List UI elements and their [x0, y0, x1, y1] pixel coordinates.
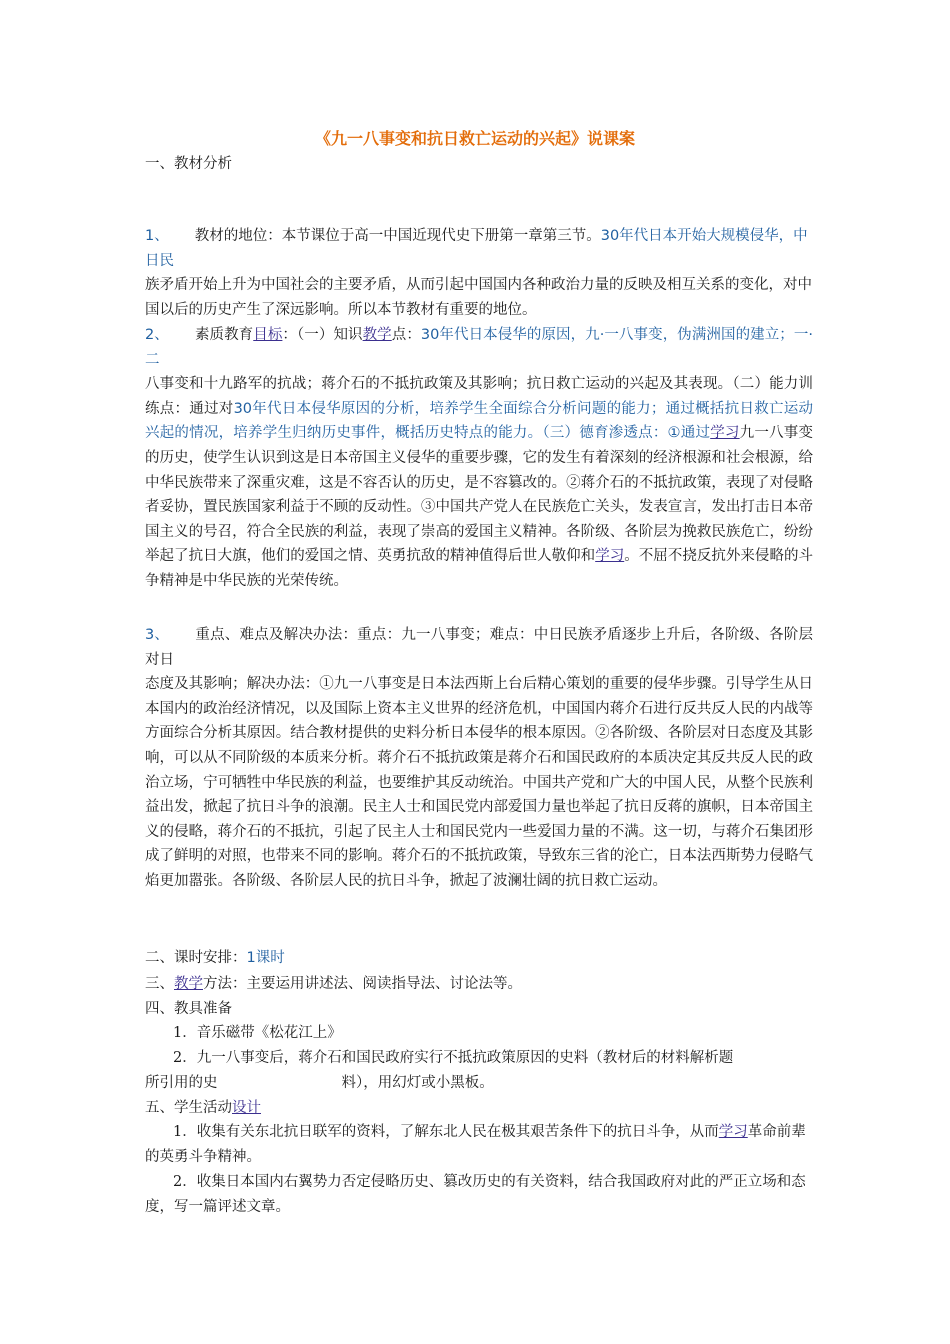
document-title: 《九一八事变和抗日救亡运动的兴起》说课案: [314, 129, 635, 148]
link-study-2[interactable]: 学习: [595, 548, 625, 565]
section-heading-1: 一、教材分析: [145, 156, 232, 172]
paragraph-3-number: 3、: [145, 627, 170, 643]
paragraph-2: [145, 323, 813, 594]
section-2-value: 1课时: [246, 950, 285, 966]
paragraph-2-text-c: 点：: [391, 327, 421, 343]
list-item-4-2-text-c: 料），用幻灯或小黑板。: [341, 1075, 494, 1091]
paragraph-1: [145, 224, 813, 322]
section-2-label: 二、课时安排：: [145, 950, 247, 966]
link-design[interactable]: 设计: [232, 1100, 261, 1116]
paragraph-2-text-f: 30年代日本侵华原因的分析，培养学生全面综合分析问题的能力；通过概括抗日救亡运动兴起的情况，培养学生归纳历史事件，概括历史特点的能力。（三）德育渗透点：①通过: [145, 400, 813, 442]
list-item-5-2-text: 2．收集日本国内右翼势力否定侵略历史、篡改历史的有关资料，结合我国政府对此的严正立场和态度，写一篇评述文章。: [145, 1174, 806, 1215]
paragraph-2-text-a: 素质教育: [194, 327, 254, 343]
link-target[interactable]: 目标: [253, 327, 283, 343]
paragraph-2-text-e: 八事变和十九路军的抗战；蒋介石的不抵抗政策及其影响；抗日救亡运动的兴起及其表现。（二）能力训练点：通过对: [145, 376, 813, 417]
paragraph-3: [145, 623, 813, 894]
link-teaching-method[interactable]: 教学: [174, 976, 203, 992]
paragraph-1-number: 1、: [145, 228, 169, 244]
link-teaching[interactable]: 教学: [362, 327, 392, 343]
section-5-label: 五、学生活动: [145, 1100, 232, 1116]
section-heading-3: [145, 972, 522, 993]
paragraph-1-text-c: 族矛盾开始上升为中国社会的主要矛盾，从而引起中国国内各种政治力量的反映及相互关系的变化，对中国以后的历史产生了深远影响。所以本节教材有重要的地位。: [145, 277, 812, 318]
list-item-4-1: 1．音乐磁带《松花江上》: [173, 1025, 342, 1041]
list-item-4-2-text-b: 所引用的史: [145, 1075, 218, 1091]
list-item-4-2-cont: [145, 1071, 494, 1092]
paragraph-2-text-d: 30年代日本侵华的原因，九·一八事变，伪满洲国的建立；一·二: [145, 327, 814, 368]
list-item-5-1-text-b: 革命前辈的英勇斗争精神。: [145, 1124, 806, 1165]
list-item-5-1: [145, 1120, 813, 1169]
paragraph-1-text-b: 30年代日本开始大规模侵华，中日民: [145, 228, 808, 269]
section-3-text: 方法：主要运用讲述法、阅读指导法、讨论法等。: [203, 976, 522, 992]
paragraph-2-text-b: ：（一）知识: [282, 327, 363, 343]
link-study-3[interactable]: 学习: [718, 1124, 748, 1140]
paragraph-1-text-a: 教材的地位：本节课位于高一中国近现代史下册第一章第三节。: [194, 228, 601, 244]
section-heading-2: [145, 946, 285, 967]
paragraph-2-text-h: 。不屈不挠反抗外来侵略的斗争精神是中华民族的光荣传统。: [145, 548, 814, 589]
paragraph-2-text-g: 九一八事变的历史，使学生认识到这是日本帝国主义侵华的重要步骤，它的发生有着深刻的经济根源和社会根源，给中华民族带来了深重灾难，这是不容否认的历史，是不容篡改的。②蒋介石的不抵抗政策，表现了对侵略者妥协，置民族国家利益于不顾的反动性。③中国共产党人在民族危亡关头，发表宣言，发出打击日本帝国主义的号召，符合全民族的利益，表现了崇高的爱国主义精神。各阶级、各阶层为挽救民族危亡，纷纷举起了抗日大旗，他们的爱国之情、英勇抗敌的精神值得后世人敬仰和: [145, 425, 814, 565]
section-heading-4: 四、教具准备: [145, 1001, 232, 1017]
paragraph-2-number: 2、: [145, 327, 169, 343]
list-item-5-2: [145, 1170, 813, 1219]
list-item-5-1-text-a: 1．收集有关东北抗日联军的资料，了解东北人民在极其艰苦条件下的抗日斗争，从而: [173, 1124, 719, 1140]
section-3-prefix: 三、: [145, 976, 174, 992]
paragraph-3-text-a: 重点、难点及解决办法：重点：九一八事变；难点：中日民族矛盾逐步上升后，各阶级、各阶层对日: [145, 627, 813, 668]
paragraph-3-text-b: 态度及其影响；解决办法：①九一八事变是日本法西斯上台后精心策划的重要的侵华步骤。引导学生从日本国内的政治经济情况，以及国际上资本主义世界的经济危机，中国国内蒋介石进行反共反人民的内战等方面综合分析其原因。结合教材提供的史料分析日本侵华的根本原因。②各阶级、各阶层对日态度及其影响，可以从不同阶级的本质来分析。蒋介石不抵抗政策是蒋介石和国民政府的本质决定其反共反人民的政治立场，宁可牺牲中华民族的利益，也要维护其反动统治。中国共产党和广大的中国人民，从整个民族利益出发，掀起了抗日斗争的浪潮。民主人士和国民党内部爱国力量也举起了抗日反蒋的旗帜，日本帝国主义的侵略，蒋介石的不抵抗，引起了民主人士和国民党内一些爱国力量的不满。这一切，与蒋介石集团形成了鲜明的对照，也带来不同的影响。蒋介石的不抵抗政策，导致东三省的沦亡，日本法西斯势力侵略气焰更加嚣张。各阶级、各阶层人民的抗日斗争，掀起了波澜壮阔的抗日救亡运动。: [145, 676, 813, 889]
link-study-1[interactable]: 学习: [710, 425, 740, 442]
list-item-4-2: 2．九一八事变后，蒋介石和国民政府实行不抵抗政策原因的史料（教材后的材料解析题: [173, 1050, 734, 1066]
section-heading-5: [145, 1096, 261, 1117]
